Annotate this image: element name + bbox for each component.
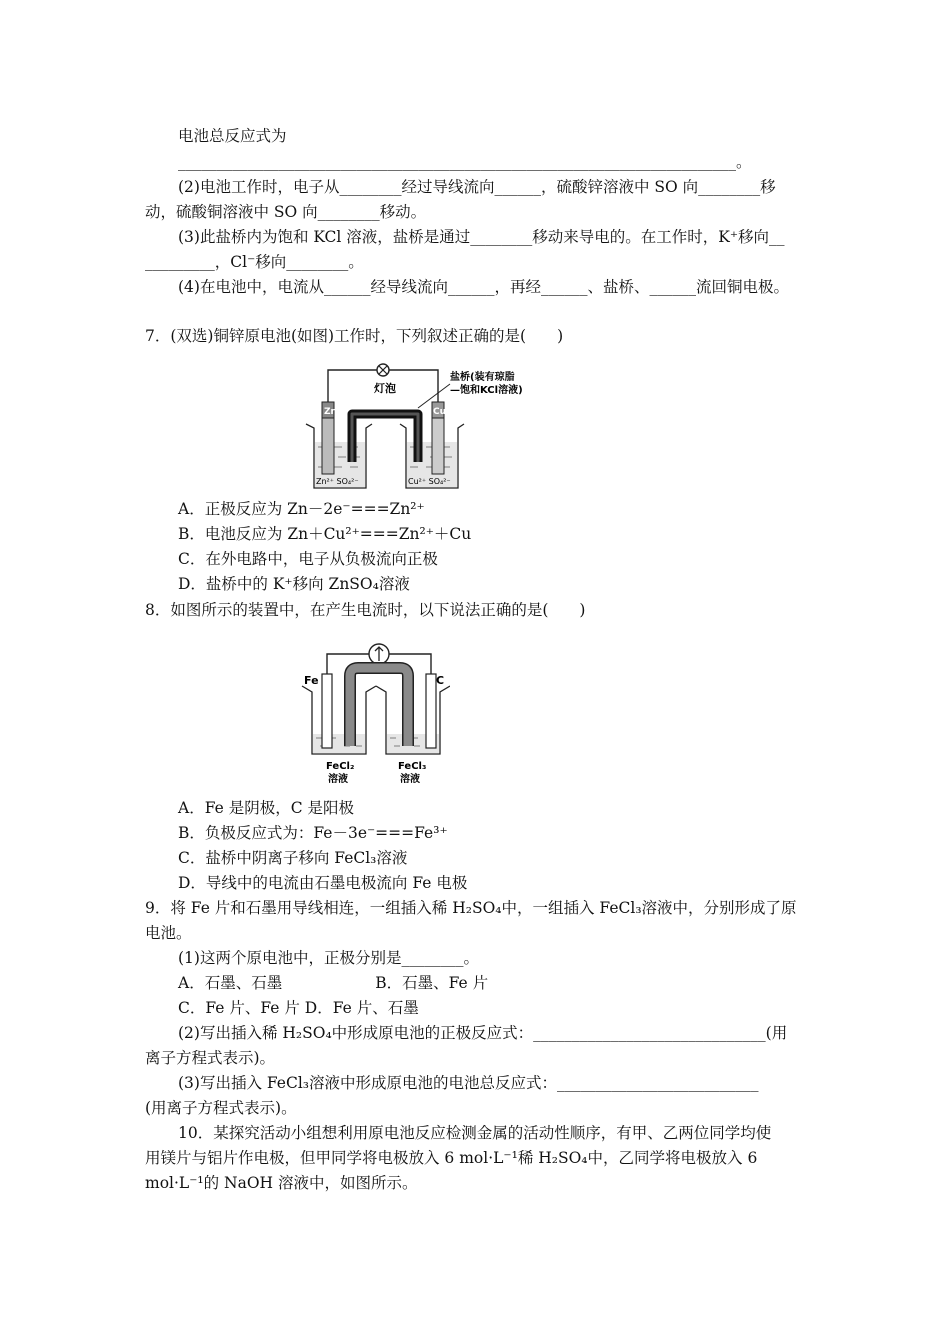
line-total-reaction-label: 电池总反应式为	[178, 127, 287, 145]
fe-electrode-label: Fe	[304, 674, 319, 687]
right-solution-label: Cu²⁺ SO₄²⁻	[408, 477, 451, 486]
fecl3-solution-label: 溶液	[400, 774, 420, 785]
left-solution-label: Zn²⁺ SO₄²⁻	[316, 477, 359, 486]
question-7-option-a[interactable]: A．正极反应为 Zn－2e⁻===Zn²⁺	[178, 500, 425, 518]
question-7-option-b[interactable]: B．电池反应为 Zn＋Cu²⁺===Zn²⁺＋Cu	[178, 525, 472, 543]
question-9-part-3-cont: (用离子方程式表示)。	[145, 1099, 297, 1117]
question-8-stem: 8．如图所示的装置中，在产生电流时，以下说法正确的是( )	[145, 601, 586, 619]
zn-electrode-label: Zn	[324, 407, 337, 417]
question-8-option-d[interactable]: D．导线中的电流由石墨电极流向 Fe 电极	[178, 874, 468, 892]
question-9-stem-cont: 电池。	[145, 924, 192, 942]
question-9-part-2: (2)写出插入稀 H₂SO₄中形成原电池的正极反应式：______________________________(用	[178, 1024, 788, 1042]
question-9-stem: 9．将 Fe 片和石墨用导线相连，一组插入稀 H₂SO₄中，一组插入 FeCl₃溶液中，分别形成了原	[145, 899, 797, 917]
question-8-option-c[interactable]: C．盐桥中阴离子移向 FeCl₃溶液	[178, 849, 408, 867]
fe-carbon-cell-diagram	[300, 634, 450, 789]
question-9-part-3: (3)写出插入 FeCl₃溶液中形成原电池的电池总反应式：__________________________	[178, 1074, 759, 1092]
question-9-options-cd[interactable]: C．Fe 片、Fe 片 D．Fe 片、石墨	[178, 999, 419, 1017]
question-7-option-c[interactable]: C．在外电路中，电子从负极流向正极	[178, 550, 438, 568]
fecl3-label: FeCl₃	[398, 761, 427, 772]
question-9-part-2-cont: 离子方程式表示)。	[145, 1049, 276, 1067]
fecl2-label: FeCl₂	[326, 761, 355, 772]
question-10-stem: 10．某探究活动小组想利用原电池反应检测金属的活动性顺序，有甲、乙两位同学均使	[178, 1124, 772, 1142]
salt-bridge-label-1: 盐桥(装有琼脂	[450, 372, 515, 383]
question-9-options-ab[interactable]: A．石墨、石墨 B．石墨、Fe 片	[178, 974, 489, 992]
question-10-stem-cont-2: mol·L⁻¹的 NaOH 溶液中，如图所示。	[145, 1174, 418, 1192]
question-6-part-3: (3)此盐桥内为饱和 KCl 溶液，盐桥是通过________移动来导电的。在工作时，K⁺移向__	[178, 228, 785, 246]
lamp-label: 灯泡	[374, 382, 396, 395]
fecl2-solution-label: 溶液	[328, 774, 348, 785]
question-6-part-4: (4)在电池中，电流从______经导线流向______，再经______、盐桥、______流回铜电极。	[178, 278, 789, 296]
answer-blank-total-reaction[interactable]: ________________________________________________________________________。	[178, 153, 752, 171]
question-6-part-2-cont: 动，硫酸铜溶液中 SO 向________移动。	[145, 203, 427, 221]
question-6-part-3-cont: _________，Cl⁻移向________。	[145, 253, 364, 271]
cu-electrode-label: Cu	[433, 407, 447, 417]
question-8-option-a[interactable]: A．Fe 是阴极，C 是阳极	[178, 799, 354, 817]
question-6-part-2: (2)电池工作时，电子从________经过导线流向______，硫酸锌溶液中 SO 向________移	[178, 178, 776, 196]
question-7-option-d[interactable]: D．盐桥中的 K⁺移向 ZnSO₄溶液	[178, 575, 410, 593]
question-7-stem: 7．(双选)铜锌原电池(如图)工作时，下列叙述正确的是( )	[145, 327, 564, 345]
question-10-stem-cont-1: 用镁片与铝片作电极，但甲同学将电极放入 6 mol·L⁻¹稀 H₂SO₄中，乙同学将电极放入 6	[145, 1149, 758, 1167]
question-8-option-b[interactable]: B．负极反应式为：Fe－3e⁻===Fe³⁺	[178, 824, 448, 842]
question-9-part-1: (1)这两个原电池中，正极分别是________。	[178, 949, 479, 967]
salt-bridge-label-2: —饱和KCl溶液)	[450, 385, 523, 396]
copper-zinc-cell-diagram	[300, 362, 550, 494]
c-electrode-label: C	[436, 674, 445, 687]
